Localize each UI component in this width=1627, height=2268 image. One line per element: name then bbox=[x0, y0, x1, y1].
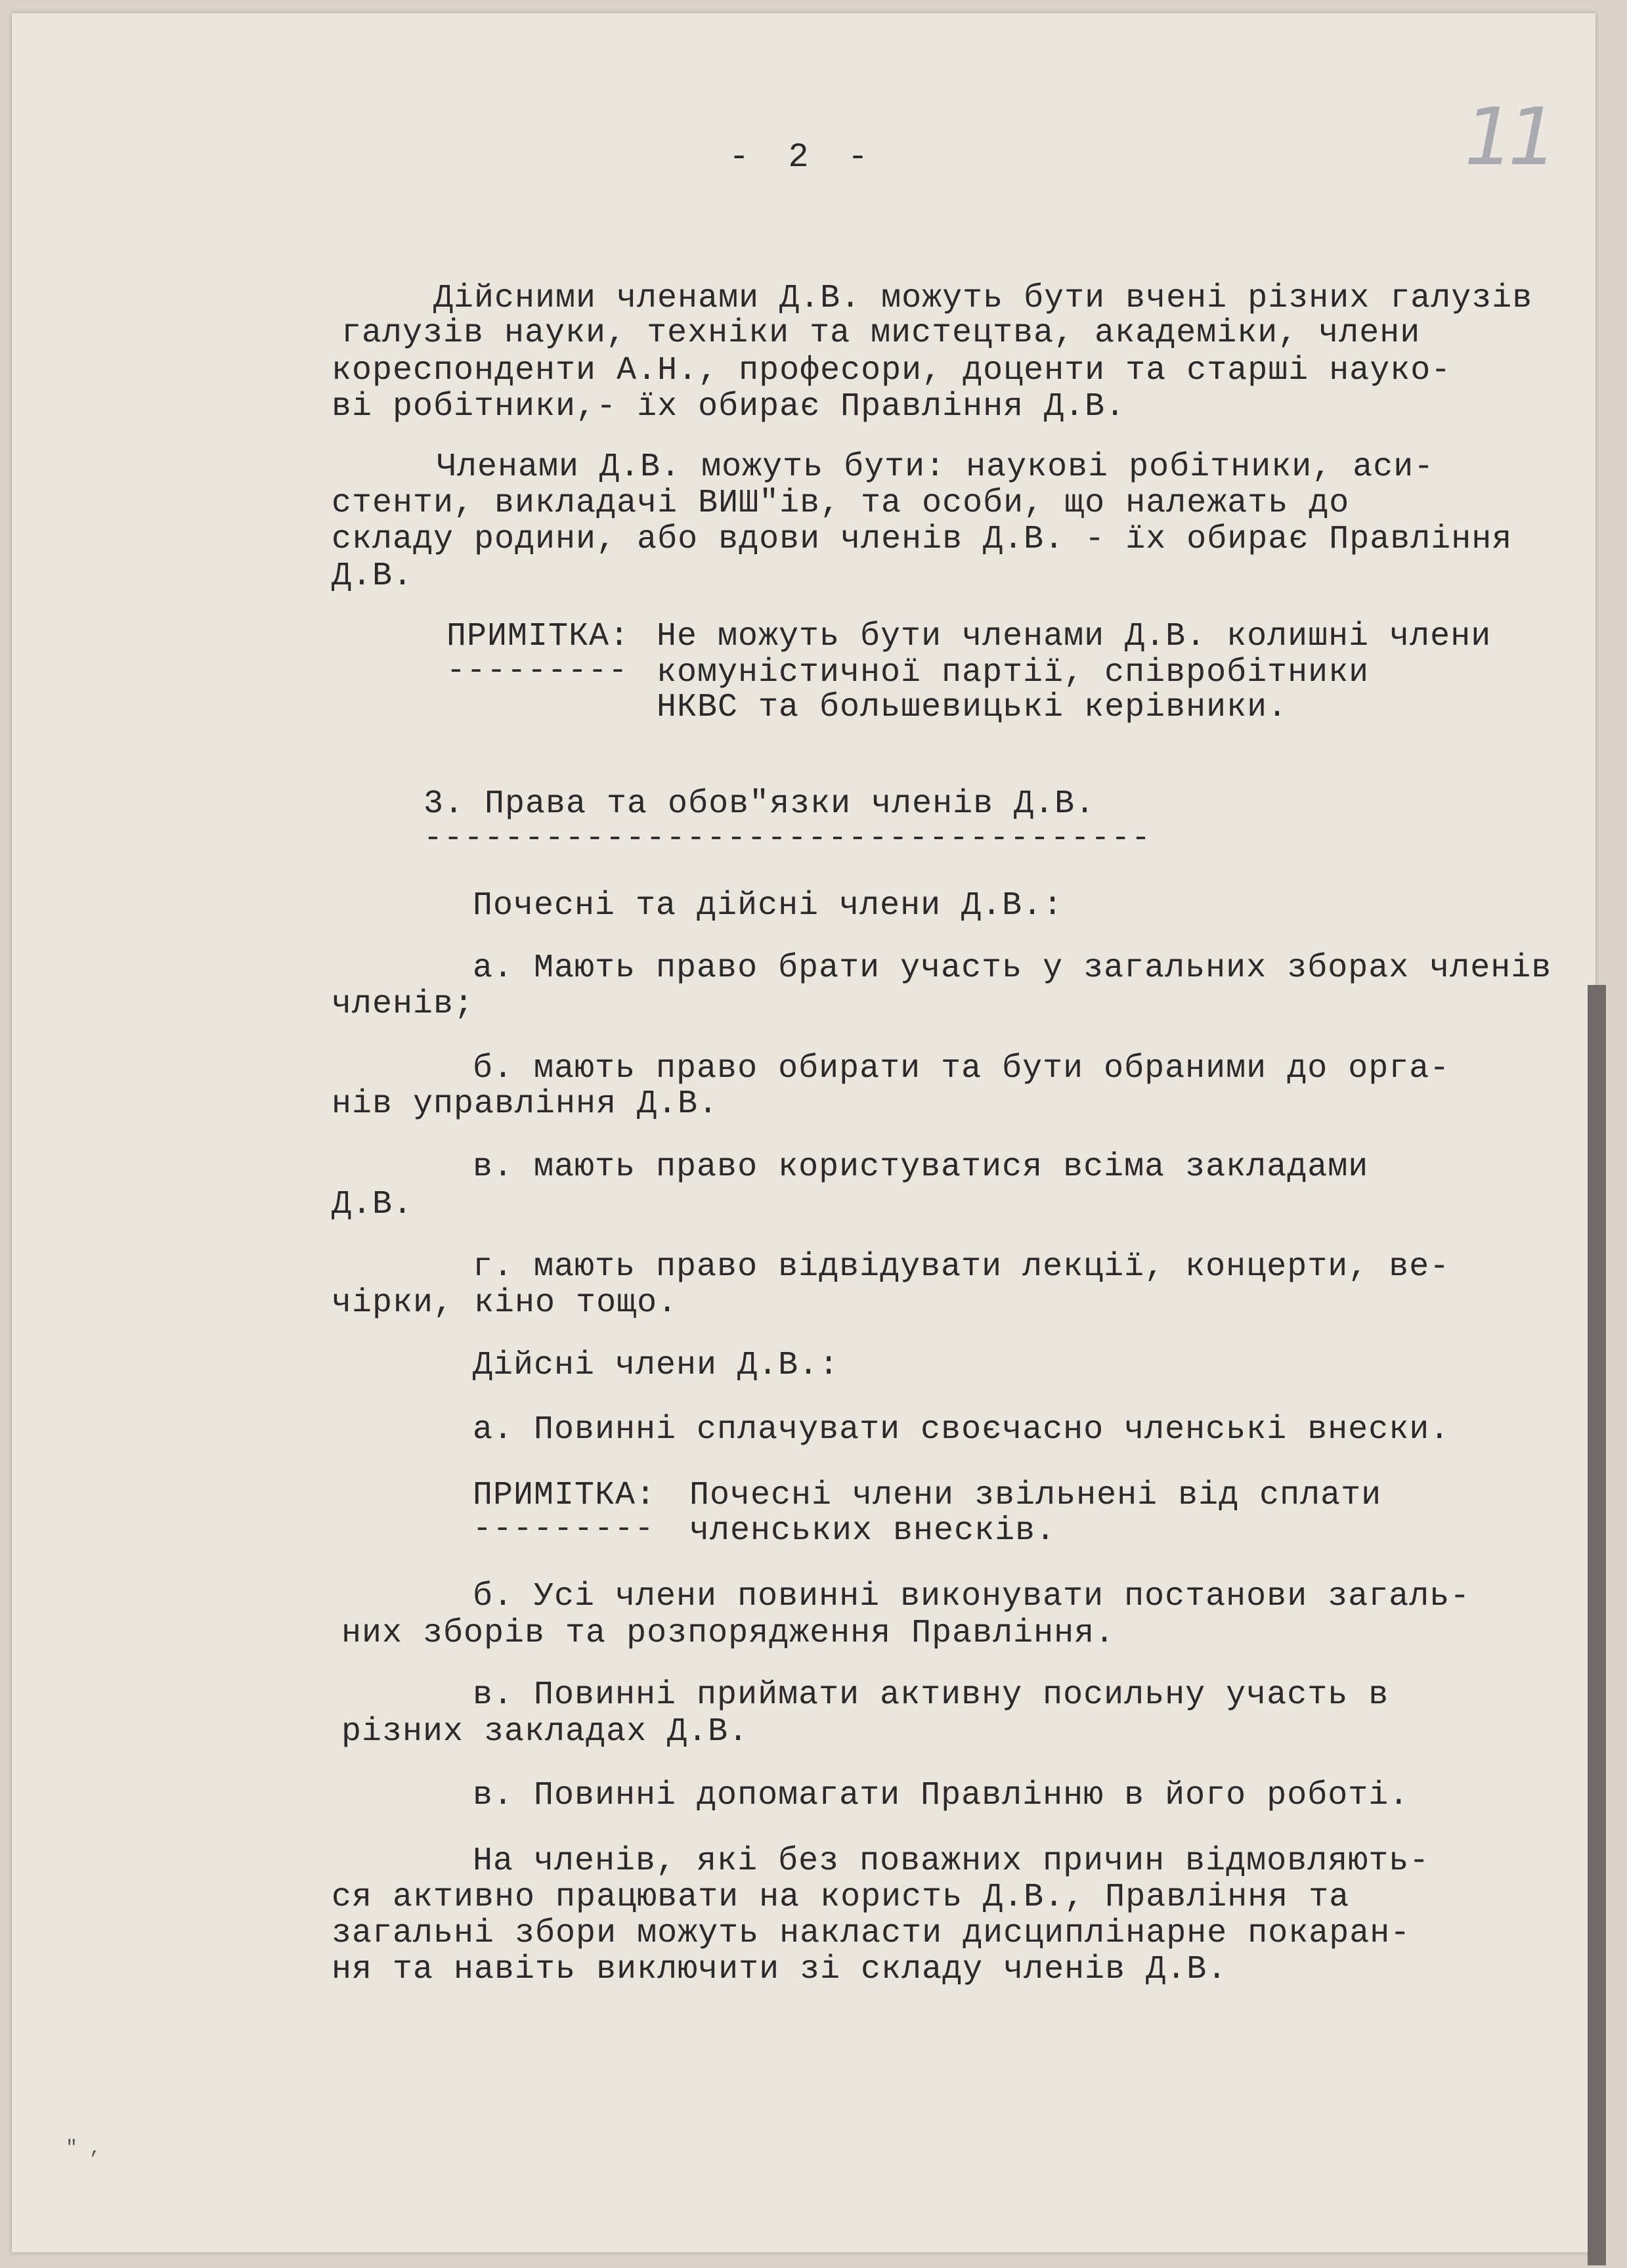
list-item-continuation: чірки, кіно тощо. bbox=[332, 1284, 678, 1322]
list-item: в. мають право користуватися всіма закладами bbox=[473, 1148, 1369, 1186]
text-line: Д.В. bbox=[332, 557, 414, 595]
margin-marks: " , bbox=[66, 2137, 102, 2160]
list-item-continuation: членів; bbox=[332, 986, 475, 1023]
list-item: б. мають право обирати та бути обраними до орга- bbox=[473, 1050, 1450, 1087]
text-line: ня та навіть виключити зі складу членів Д.В. bbox=[332, 1951, 1228, 1988]
list-item: а. Мають право брати участь у загальних зборах членів bbox=[473, 949, 1552, 987]
text-line: Почесні та дійсні члени Д.В.: bbox=[473, 887, 1064, 925]
note-line: комуністичної партії, співробітники bbox=[657, 654, 1370, 691]
text-line: Членами Д.В. можуть бути: наукові робітники, аси- bbox=[437, 448, 1435, 486]
list-item: в. Повинні приймати активну посильну участь в bbox=[473, 1676, 1389, 1714]
note-line: членських внесків. bbox=[689, 1512, 1056, 1550]
archive-page-number: 11 bbox=[1464, 92, 1551, 183]
list-item: в. Повинні допомагати Правлінню в його роботі. bbox=[473, 1777, 1410, 1814]
list-item-continuation: них зборів та розпорядження Правління. bbox=[341, 1615, 1116, 1652]
text-line: Дійсні члени Д.В.: bbox=[473, 1347, 840, 1384]
list-item: г. мають право відвідувати лекції, концерти, ве- bbox=[473, 1248, 1450, 1286]
text-line: ся активно працювати на користь Д.В., Правління та bbox=[332, 1879, 1350, 1916]
list-item-continuation: Д.В. bbox=[332, 1186, 414, 1223]
text-line: стенти, викладачі ВИШ"ів, та особи, що належать до bbox=[332, 485, 1350, 522]
text-line: На членів, які без поважних причин відмовляють- bbox=[473, 1843, 1430, 1880]
text-line: ві робітники,- їх обирає Правління Д.В. bbox=[332, 388, 1126, 425]
note-line: Почесні члени звільнені від сплати bbox=[689, 1477, 1382, 1514]
note-underline: --------- bbox=[446, 653, 629, 689]
text-line: загальні збори можуть накласти дисциплінарне покаран- bbox=[332, 1915, 1411, 1952]
text-line: Дійсними членами Д.В. можуть бути вчені різних галузів bbox=[433, 280, 1533, 317]
page-edge-shadow bbox=[1588, 985, 1606, 2265]
list-item-continuation: нів управління Д.В. bbox=[332, 1085, 719, 1123]
note-label: ПРИМІТКА: bbox=[446, 618, 630, 655]
heading-underline: ------------------------------------ bbox=[423, 821, 1152, 856]
note-line: Не можуть бути членами Д.В. колишні члени bbox=[657, 618, 1492, 655]
note-line: НКВС та большевицькі керівники. bbox=[657, 689, 1288, 726]
list-item: а. Повинні сплачувати своєчасно членські внески. bbox=[473, 1411, 1450, 1449]
text-line: кореспонденти А.Н., професори, доценти та старші науко- bbox=[332, 352, 1452, 389]
page-number: - 2 - bbox=[729, 138, 878, 177]
note-label: ПРИМІТКА: bbox=[473, 1477, 657, 1514]
text-line: складу родини, або вдови членів Д.В. - їх обирає Правління bbox=[332, 521, 1513, 558]
list-item-continuation: різних закладах Д.В. bbox=[341, 1713, 749, 1751]
list-item: б. Усі члени повинні виконувати постанови загаль- bbox=[473, 1578, 1471, 1615]
section-heading: 3. Права та обов"язки членів Д.В. bbox=[423, 785, 1096, 823]
text-line: галузів науки, техніки та мистецтва, академіки, члени bbox=[341, 315, 1421, 352]
note-underline: --------- bbox=[473, 1512, 655, 1547]
